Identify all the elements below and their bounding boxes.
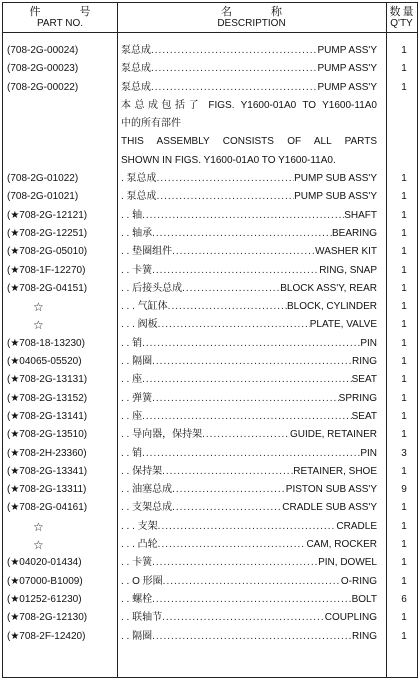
quantity: 1 [401, 612, 407, 624]
part-number: ☆ [33, 300, 44, 315]
part-description [121, 628, 377, 646]
part-number: (★01252-61230) [7, 593, 82, 605]
header-part-no [3, 3, 117, 32]
description-cn: . . 联轴节 [121, 612, 163, 624]
part-description [121, 390, 377, 408]
header-qty-en: Q'TY [390, 17, 413, 29]
table-row [0, 335, 420, 353]
part-description [121, 463, 377, 481]
leader-dots [152, 390, 339, 408]
leader-dots [142, 207, 344, 225]
leader-dots [151, 60, 317, 78]
table-row [0, 408, 420, 426]
leader-dots [172, 499, 282, 517]
part-number: (708-2G-01021) [7, 191, 79, 203]
description-cn: . . 卡簧 [121, 264, 153, 276]
description-cn: . . . 阀板 [121, 319, 158, 331]
part-description [121, 188, 377, 206]
part-description [121, 591, 377, 609]
description-cn: . . 螺栓 [121, 593, 153, 605]
part-number: (★04065-05520) [7, 356, 82, 368]
description-cn: . . 导向器，保持架 [121, 429, 203, 441]
note-row [0, 97, 420, 115]
table-row [0, 591, 420, 609]
table-row [0, 243, 420, 261]
description-en: SEAT [351, 374, 377, 386]
table-row [0, 280, 420, 298]
description-cn: 泵总成 [121, 63, 151, 75]
assembly-note: SHOWN IN FIGS. Y1600-01A0 TO Y1600-11A0. [121, 154, 336, 166]
description-en: CAM, ROCKER [306, 539, 377, 551]
header-divider [3, 32, 417, 33]
description-en: RING, SNAP [319, 264, 377, 276]
description-en: SHAFT [344, 209, 377, 221]
description-en: SEAT [351, 410, 377, 422]
part-number: (★708-2G-12121) [7, 209, 88, 221]
header-qty-cn: 数量 [389, 5, 416, 18]
table-row [0, 481, 420, 499]
description-cn: . . O 形圈 [121, 575, 163, 587]
quantity: 1 [401, 319, 407, 331]
description-en: PIN [360, 447, 377, 459]
part-number: (★07000-B1009) [7, 575, 83, 587]
description-cn: . . 弹簧 [121, 392, 153, 404]
quantity: 1 [401, 356, 407, 368]
part-description [121, 298, 377, 316]
description-cn: . . 销 [121, 447, 143, 459]
description-cn: . . . 支架 [121, 520, 158, 532]
quantity: 1 [401, 539, 407, 551]
description-en: PUMP SUB ASS'Y [294, 191, 377, 203]
leader-dots [157, 170, 295, 188]
quantity: 1 [401, 63, 407, 75]
quantity: 3 [401, 447, 407, 459]
part-number: (★708-2G-12251) [7, 227, 88, 239]
table-row [0, 60, 420, 78]
part-description [121, 518, 377, 536]
table-row [0, 628, 420, 646]
table-row [0, 371, 420, 389]
leader-dots [152, 591, 351, 609]
table-row [0, 390, 420, 408]
quantity: 1 [401, 465, 407, 477]
leader-dots [142, 371, 351, 389]
description-en: PUMP SUB ASS'Y [294, 173, 377, 185]
table-row [0, 554, 420, 572]
description-en: PIN [360, 337, 377, 349]
quantity: 1 [401, 45, 407, 56]
leader-dots [172, 481, 286, 499]
assembly-note: THIS ASSEMBLY CONSISTS OF ALL PARTS [121, 136, 377, 148]
header-part-cn: 件 号 [29, 5, 105, 18]
description-cn: 泵总成 [121, 45, 151, 56]
quantity: 1 [401, 264, 407, 276]
table-row [0, 536, 420, 554]
table-row [0, 42, 420, 60]
leader-dots [151, 79, 317, 97]
part-description [121, 280, 377, 298]
description-cn: . . 轴 [121, 209, 143, 221]
description-en: WASHER KIT [315, 246, 377, 258]
header-part-en: PART NO. [36, 17, 84, 29]
part-number: ☆ [33, 318, 44, 333]
description-cn: . . 垫圈组件 [121, 246, 173, 258]
description-cn: . 泵总成 [121, 191, 157, 203]
part-description [121, 243, 377, 261]
note-row [0, 152, 420, 170]
quantity: 1 [401, 557, 407, 569]
description-en: PLATE, VALVE [309, 319, 377, 331]
description-en: O-RING [340, 575, 377, 587]
table-row [0, 188, 420, 206]
quantity: 1 [401, 227, 407, 239]
description-en: RETAINER, SHOE [293, 465, 377, 477]
description-cn: 泵总成 [121, 81, 151, 93]
leader-dots [162, 609, 325, 627]
part-description [121, 408, 377, 426]
part-number: ☆ [33, 519, 44, 534]
part-description [121, 554, 377, 572]
description-cn: . 泵总成 [121, 173, 157, 185]
description-en: PUMP ASS'Y [317, 45, 377, 56]
description-en: PIN, DOWEL [318, 557, 377, 569]
part-number: (★708-2H-23360) [7, 447, 87, 459]
part-description [121, 335, 377, 353]
description-cn: . . 油塞总成 [121, 484, 173, 496]
assembly-note: 本总成包括了 FIGS. Y1600-01A0 TO Y1600-11A0 [121, 99, 377, 111]
description-en: BLOCK ASS'Y, REAR [280, 282, 377, 294]
description-en: CRADLE [336, 520, 377, 532]
table-row [0, 518, 420, 536]
quantity: 1 [401, 282, 407, 294]
description-en: RING [352, 630, 377, 642]
part-number: (★708-2G-04151) [7, 282, 88, 294]
quantity: 1 [401, 630, 407, 642]
part-number: (★708-2G-04161) [7, 502, 88, 514]
leader-dots [142, 445, 360, 463]
leader-dots [172, 243, 315, 261]
quantity: 1 [401, 173, 407, 185]
leader-dots [152, 554, 318, 572]
description-cn: . . 隔圈 [121, 356, 153, 368]
part-number: (★708-1F-12270) [7, 264, 86, 276]
part-number: (★708-2G-05010) [7, 246, 88, 258]
part-description [121, 207, 377, 225]
leader-dots [152, 628, 352, 646]
description-cn: . . . 气缸体 [121, 301, 168, 313]
description-cn: . . 保持架 [121, 465, 163, 477]
description-cn: . . 支架总成 [121, 502, 173, 514]
quantity: 1 [401, 301, 407, 313]
header-qty [386, 3, 417, 32]
description-en: PISTON SUB ASS'Y [285, 484, 377, 496]
table-row [0, 499, 420, 517]
table-row [0, 207, 420, 225]
leader-dots [158, 518, 337, 536]
description-cn: . . 座 [121, 374, 143, 386]
description-cn: . . 卡簧 [121, 557, 153, 569]
description-en: BLOCK, CYLINDER [286, 301, 377, 313]
table-row [0, 225, 420, 243]
table-row [0, 573, 420, 591]
quantity: 1 [401, 191, 407, 203]
part-number: (★708-2G-13311) [7, 484, 87, 496]
leader-dots [163, 573, 341, 591]
description-cn: . . 销 [121, 337, 143, 349]
part-number: (★708-18-13230) [7, 337, 85, 349]
leader-dots [142, 408, 351, 426]
description-en: CRADLE SUB ASS'Y [282, 502, 377, 514]
table-row [0, 298, 420, 316]
leader-dots [151, 42, 317, 60]
leader-dots [152, 353, 352, 371]
part-description [121, 79, 377, 97]
quantity: 1 [401, 374, 407, 386]
description-en: SPRING [338, 392, 377, 404]
table-row [0, 353, 420, 371]
leader-dots [202, 426, 290, 444]
quantity: 9 [401, 484, 407, 496]
leader-dots [157, 188, 295, 206]
leader-dots [182, 280, 280, 298]
part-description [121, 353, 377, 371]
leader-dots [142, 335, 360, 353]
description-en: PUMP ASS'Y [317, 81, 377, 93]
description-cn: . . 座 [121, 410, 143, 422]
part-number: (★708-2G-13141) [7, 410, 88, 422]
quantity: 1 [401, 337, 407, 349]
table-row [0, 426, 420, 444]
quantity: 1 [401, 410, 407, 422]
note-row [0, 133, 420, 151]
part-description [121, 316, 377, 334]
table-row [0, 445, 420, 463]
part-number: (708-2G-00022) [7, 81, 79, 93]
part-description [121, 60, 377, 78]
part-number: ☆ [33, 538, 44, 553]
part-description [121, 170, 377, 188]
header-desc-cn: 名 称 [221, 5, 296, 18]
leader-dots [162, 463, 293, 481]
description-en: BOLT [351, 593, 377, 605]
part-description [121, 225, 377, 243]
part-description [121, 371, 377, 389]
quantity: 1 [401, 575, 407, 587]
description-en: RING [352, 356, 377, 368]
table-row [0, 79, 420, 97]
part-number: (★708-2G-13131) [7, 374, 88, 386]
part-description [121, 499, 377, 517]
part-number: (★708-2G-13152) [7, 392, 88, 404]
description-cn: . . 隔圈 [121, 630, 153, 642]
part-description [121, 445, 377, 463]
table-row [0, 609, 420, 627]
table-row [0, 463, 420, 481]
part-number: (★708-2G-13510) [7, 429, 88, 441]
part-description [121, 536, 377, 554]
quantity: 1 [401, 209, 407, 221]
part-description [121, 262, 377, 280]
note-row [0, 115, 420, 133]
description-en: GUIDE, RETAINER [289, 429, 377, 441]
quantity: 1 [401, 246, 407, 258]
part-number: (★708-2G-12130) [7, 612, 88, 624]
quantity: 1 [401, 502, 407, 514]
leader-dots [158, 316, 310, 334]
quantity: 6 [401, 593, 407, 605]
description-en: PUMP ASS'Y [317, 63, 377, 75]
description-en: COUPLING [324, 612, 377, 624]
description-cn: . . 轴承 [121, 227, 153, 239]
part-number: (708-2G-00023) [7, 63, 79, 75]
quantity: 1 [401, 429, 407, 441]
table-row [0, 170, 420, 188]
assembly-note: 中的所有部件 [121, 118, 181, 130]
header-desc-en: DESCRIPTION [217, 17, 286, 29]
part-description [121, 609, 377, 627]
leader-dots [168, 298, 287, 316]
part-number: (708-2G-00024) [7, 45, 79, 56]
part-number: (★708-2G-13341) [7, 465, 88, 477]
part-number: (★04020-01434) [7, 557, 82, 569]
table-row [0, 262, 420, 280]
part-description [121, 481, 377, 499]
header-description [117, 3, 386, 32]
part-description [121, 426, 377, 444]
description-cn: . . . 凸轮 [121, 539, 158, 551]
leader-dots [152, 262, 319, 280]
leader-dots [158, 536, 307, 554]
part-description [121, 42, 377, 60]
description-cn: . . 后接头总成 [121, 282, 183, 294]
quantity: 1 [401, 520, 407, 532]
part-number: (★708-2F-12420) [7, 630, 86, 642]
table-row [0, 316, 420, 334]
part-description [121, 573, 377, 591]
quantity: 1 [401, 81, 407, 93]
leader-dots [152, 225, 332, 243]
quantity: 1 [401, 392, 407, 404]
description-en: BEARING [331, 227, 377, 239]
part-number: (708-2G-01022) [7, 173, 79, 185]
parts-rows [0, 42, 420, 646]
